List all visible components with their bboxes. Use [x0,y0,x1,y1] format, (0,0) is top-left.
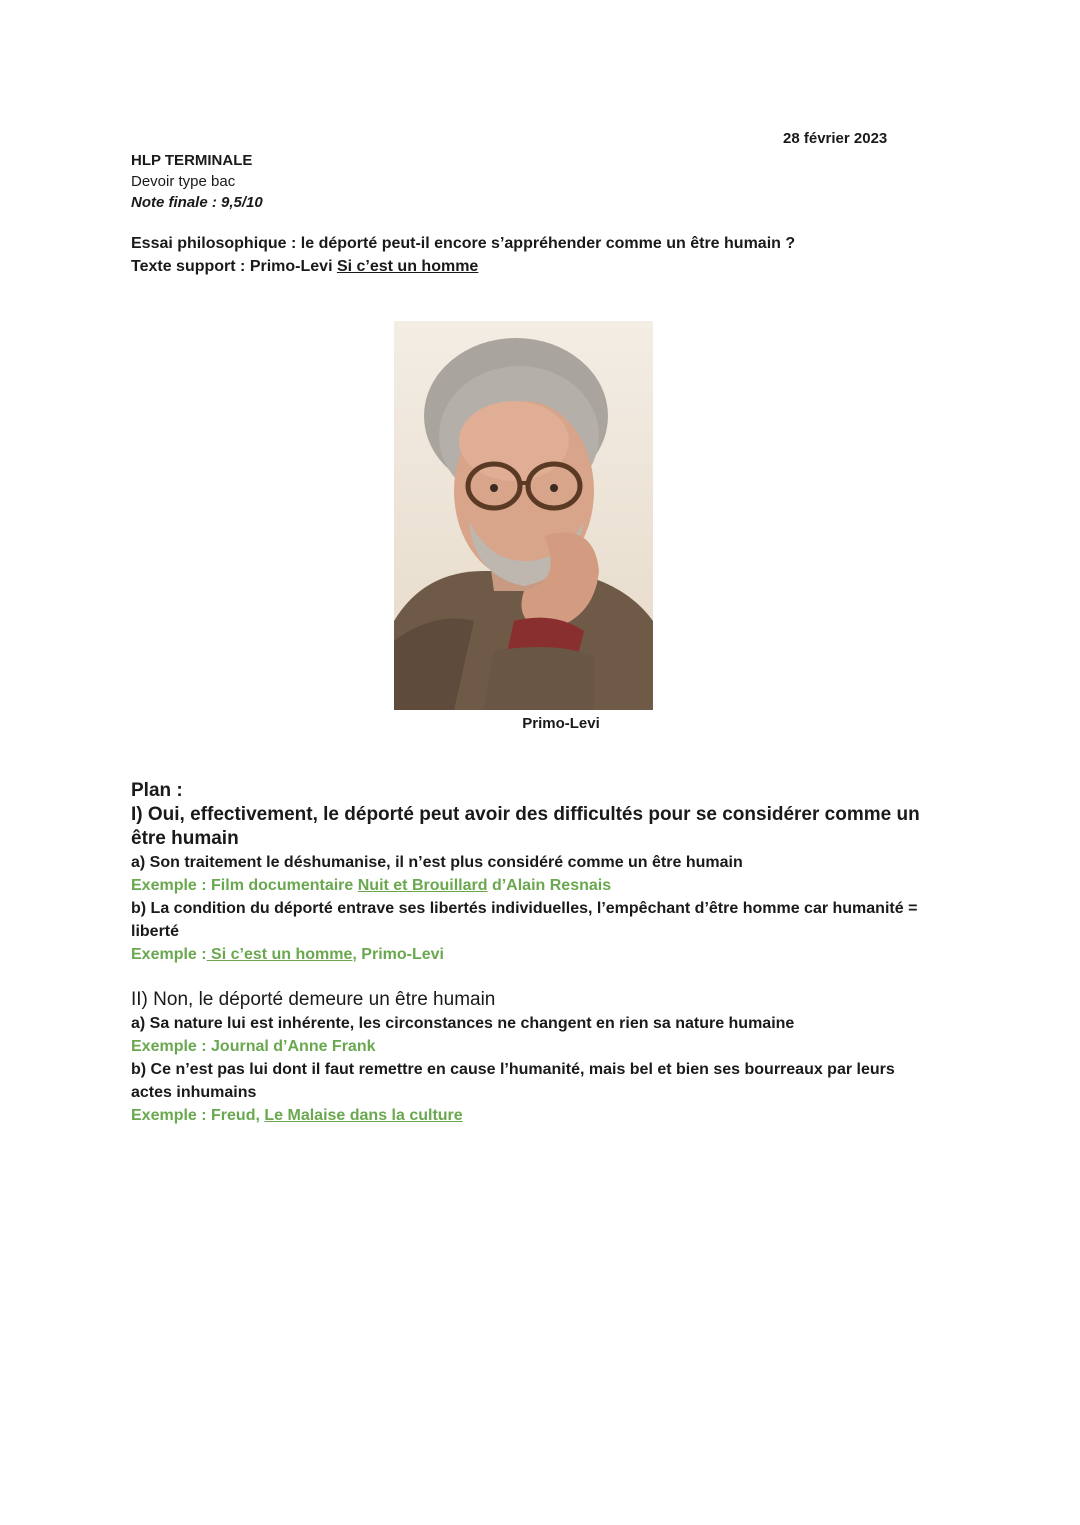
document-date: 28 février 2023 [783,130,888,147]
example-prefix: Exemple : Film documentaire [131,877,358,894]
assignment-type: Devoir type bac [131,173,236,190]
part1-a: a) Son traitement le déshumanise, il n’est plus considéré comme un être humain [131,854,743,871]
part2-a-example: Exemple : Journal d’Anne Frank [131,1038,376,1055]
part1-b: b) La condition du déporté entrave ses libertés individuelles, l’empêchant d’être homme car humanité = liberté [131,900,918,940]
document-header [131,150,263,213]
part2-a: a) Sa nature lui est inhérente, les circonstances ne changent en rien sa nature humaine [131,1015,795,1032]
support-text [131,255,795,278]
example-suffix: d’Alain Resnais [487,877,612,894]
example-prefix: Exemple : Freud, [131,1107,265,1124]
part2-b: b) Ce n’est pas lui dont il faut remettre en cause l’humanité, mais bel et bien ses bourreaux par leurs actes inhumains [131,1061,895,1101]
part2-heading: II) Non, le déporté demeure un être humain [131,989,496,1010]
part2-b-example [131,1104,931,1127]
support-title: Si c’est un homme [336,258,479,275]
part1-heading: I) Oui, effectivement, le déporté peut avoir des difficultés pour se considérer comme un être humain [131,804,920,849]
plan-title: Plan : [131,780,183,801]
support-prefix: Texte support : Primo-Levi [131,258,337,275]
example-prefix: Exemple : [131,946,207,963]
course-title: HLP TERMINALE [131,152,253,169]
essay-subject [131,232,795,278]
part1-b-example [131,943,931,966]
final-grade: Note finale : 9,5/10 [131,194,263,211]
portrait-illustration [394,321,653,710]
example-title: Le Malaise dans la culture [264,1107,463,1124]
example-title: Si c’est un homme [206,946,353,963]
portrait-caption: Primo-Levi [522,715,600,732]
example-suffix: , Primo-Levi [352,946,444,963]
essay-plan [131,779,931,1127]
section-spacer [131,966,931,988]
example-title: Nuit et Brouillard [357,877,488,894]
author-portrait [394,321,653,710]
essay-question: Essai philosophique : le déporté peut-il encore s’appréhender comme un être humain ? [131,235,796,252]
part1-a-example [131,874,931,897]
